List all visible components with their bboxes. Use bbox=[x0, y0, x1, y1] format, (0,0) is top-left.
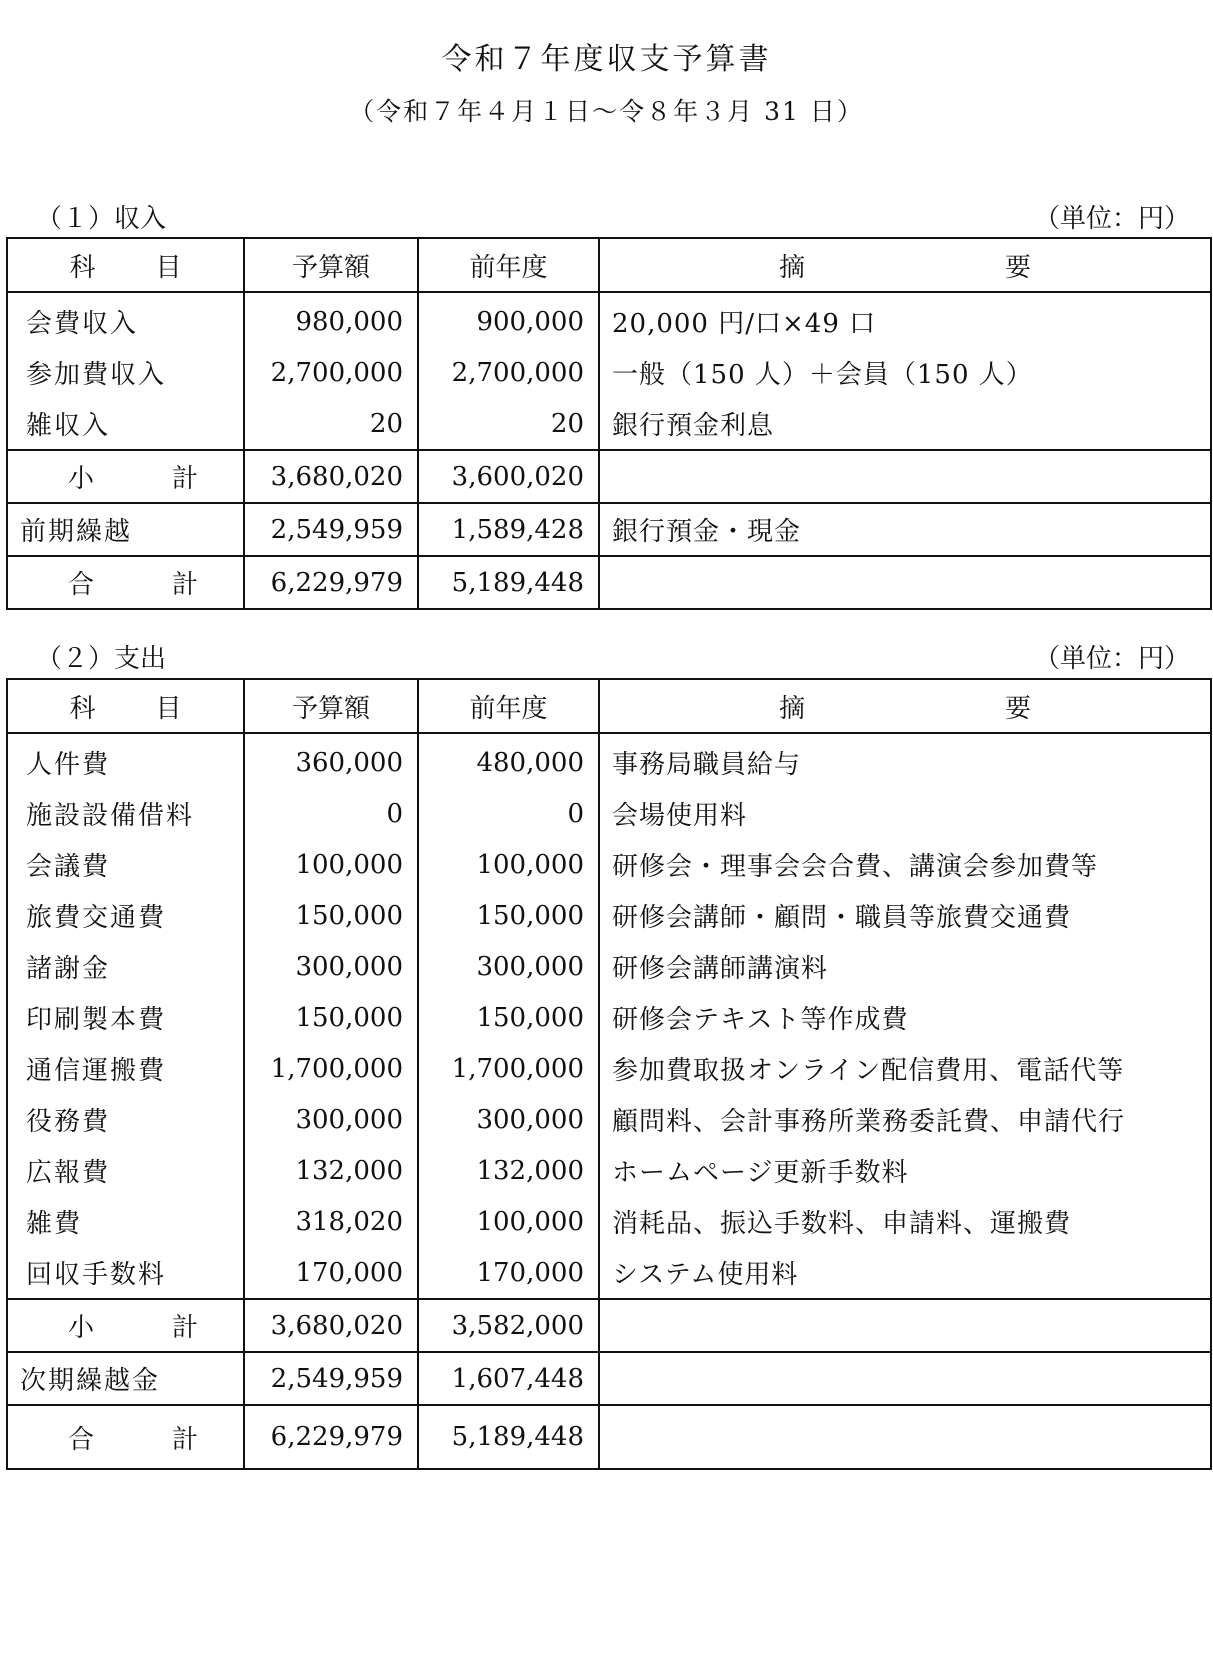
header-prev: 前年度 bbox=[418, 679, 599, 733]
row-note: 20,000 円/口×49 口 bbox=[599, 292, 1211, 347]
row-subject: 広報費 bbox=[7, 1145, 244, 1196]
table-row bbox=[7, 992, 1211, 1043]
table-row bbox=[7, 839, 1211, 890]
row-budget: 318,020 bbox=[244, 1196, 418, 1247]
income-subtotal-row bbox=[7, 450, 1211, 503]
total-budget: 6,229,979 bbox=[244, 556, 418, 609]
expense-subtotal-row bbox=[7, 1299, 1211, 1352]
row-subject: 旅費交通費 bbox=[7, 890, 244, 941]
row-prev: 150,000 bbox=[418, 890, 599, 941]
expense-table bbox=[6, 678, 1212, 1470]
total-budget: 6,229,979 bbox=[244, 1405, 418, 1469]
income-unit-label: （単位：円） bbox=[1033, 204, 1190, 234]
total-prev: 5,189,448 bbox=[418, 1405, 599, 1469]
row-subject: 印刷製本費 bbox=[7, 992, 244, 1043]
row-subject: 参加費収入 bbox=[7, 347, 244, 398]
row-budget: 2,700,000 bbox=[244, 347, 418, 398]
row-subject: 雑収入 bbox=[7, 398, 244, 450]
row-prev: 20 bbox=[418, 398, 599, 450]
total-prev: 5,189,448 bbox=[418, 556, 599, 609]
row-budget: 0 bbox=[244, 788, 418, 839]
row-prev: 300,000 bbox=[418, 1094, 599, 1145]
row-subject: 会費収入 bbox=[7, 292, 244, 347]
header-subject: 科 目 bbox=[7, 679, 244, 733]
carry-prev: 1,607,448 bbox=[418, 1352, 599, 1405]
table-row bbox=[7, 941, 1211, 992]
carry-budget: 2,549,959 bbox=[244, 503, 418, 556]
row-subject: 人件費 bbox=[7, 733, 244, 788]
expense-section-header bbox=[10, 638, 1200, 672]
row-prev: 900,000 bbox=[418, 292, 599, 347]
row-budget: 1,700,000 bbox=[244, 1043, 418, 1094]
row-note: 顧問料、会計事務所業務委託費、申請代行 bbox=[599, 1094, 1211, 1145]
header-description: 摘 要 bbox=[599, 238, 1211, 292]
row-subject: 役務費 bbox=[7, 1094, 244, 1145]
income-section-label: （１）収入 bbox=[36, 204, 167, 234]
total-note bbox=[599, 1405, 1211, 1469]
row-note: 研修会・理事会会合費、講演会参加費等 bbox=[599, 839, 1211, 890]
row-note: 銀行預金利息 bbox=[599, 398, 1211, 450]
row-prev: 2,700,000 bbox=[418, 347, 599, 398]
subtotal-label: 小 計 bbox=[7, 1299, 244, 1352]
row-prev: 1,700,000 bbox=[418, 1043, 599, 1094]
total-note bbox=[599, 556, 1211, 609]
table-row bbox=[7, 1043, 1211, 1094]
table-row bbox=[7, 733, 1211, 788]
row-prev: 170,000 bbox=[418, 1247, 599, 1299]
expense-section-label: （２）支出 bbox=[36, 644, 167, 674]
expense-carry-row bbox=[7, 1352, 1211, 1405]
table-row bbox=[7, 890, 1211, 941]
row-subject: 雑費 bbox=[7, 1196, 244, 1247]
document-title: 令和７年度収支予算書 bbox=[441, 42, 772, 77]
row-note: ホームページ更新手数料 bbox=[599, 1145, 1211, 1196]
row-budget: 300,000 bbox=[244, 1094, 418, 1145]
row-budget: 360,000 bbox=[244, 733, 418, 788]
row-budget: 300,000 bbox=[244, 941, 418, 992]
row-note: システム使用料 bbox=[599, 1247, 1211, 1299]
row-budget: 150,000 bbox=[244, 890, 418, 941]
row-note: 研修会講師講演料 bbox=[599, 941, 1211, 992]
row-subject: 諸謝金 bbox=[7, 941, 244, 992]
subtotal-note bbox=[599, 1299, 1211, 1352]
row-note: 一般（150 人）＋会員（150 人） bbox=[599, 347, 1211, 398]
table-row bbox=[7, 1247, 1211, 1299]
row-subject: 回収手数料 bbox=[7, 1247, 244, 1299]
carry-label: 次期繰越金 bbox=[7, 1352, 244, 1405]
table-row bbox=[7, 1196, 1211, 1247]
income-section-header bbox=[10, 198, 1200, 232]
table-row bbox=[7, 1094, 1211, 1145]
row-prev: 132,000 bbox=[418, 1145, 599, 1196]
carry-budget: 2,549,959 bbox=[244, 1352, 418, 1405]
row-budget: 170,000 bbox=[244, 1247, 418, 1299]
expense-total-row bbox=[7, 1405, 1211, 1469]
row-budget: 150,000 bbox=[244, 992, 418, 1043]
row-budget: 132,000 bbox=[244, 1145, 418, 1196]
subtotal-prev: 3,600,020 bbox=[418, 450, 599, 503]
row-note: 参加費取扱オンライン配信費用、電話代等 bbox=[599, 1043, 1211, 1094]
row-note: 研修会講師・顧問・職員等旅費交通費 bbox=[599, 890, 1211, 941]
carry-prev: 1,589,428 bbox=[418, 503, 599, 556]
carry-label: 前期繰越 bbox=[7, 503, 244, 556]
row-subject: 施設設備借料 bbox=[7, 788, 244, 839]
row-prev: 100,000 bbox=[418, 1196, 599, 1247]
row-budget: 100,000 bbox=[244, 839, 418, 890]
subtotal-label: 小 計 bbox=[7, 450, 244, 503]
row-prev: 100,000 bbox=[418, 839, 599, 890]
row-note: 研修会テキスト等作成費 bbox=[599, 992, 1211, 1043]
row-prev: 300,000 bbox=[418, 941, 599, 992]
row-budget: 20 bbox=[244, 398, 418, 450]
subtotal-note bbox=[599, 450, 1211, 503]
header-prev: 前年度 bbox=[418, 238, 599, 292]
table-row bbox=[7, 292, 1211, 347]
row-prev: 0 bbox=[418, 788, 599, 839]
row-budget: 980,000 bbox=[244, 292, 418, 347]
header-budget: 予算額 bbox=[244, 238, 418, 292]
header-subject: 科 目 bbox=[7, 238, 244, 292]
row-prev: 150,000 bbox=[418, 992, 599, 1043]
row-prev: 480,000 bbox=[418, 733, 599, 788]
row-subject: 通信運搬費 bbox=[7, 1043, 244, 1094]
income-total-row bbox=[7, 556, 1211, 609]
total-label: 合 計 bbox=[7, 1405, 244, 1469]
total-label: 合 計 bbox=[7, 556, 244, 609]
income-carry-row bbox=[7, 503, 1211, 556]
subtotal-prev: 3,582,000 bbox=[418, 1299, 599, 1352]
subtotal-budget: 3,680,020 bbox=[244, 1299, 418, 1352]
expense-unit-label: （単位：円） bbox=[1033, 644, 1190, 674]
expense-header-row bbox=[7, 679, 1211, 733]
table-row bbox=[7, 788, 1211, 839]
income-header-row bbox=[7, 238, 1211, 292]
carry-note: 銀行預金・現金 bbox=[599, 503, 1211, 556]
header-description: 摘 要 bbox=[599, 679, 1211, 733]
row-note: 事務局職員給与 bbox=[599, 733, 1211, 788]
income-table bbox=[6, 237, 1212, 610]
document-period: （令和７年４月１日～令８年３月 31 日） bbox=[349, 97, 864, 126]
table-row bbox=[7, 1145, 1211, 1196]
row-note: 消耗品、振込手数料、申請料、運搬費 bbox=[599, 1196, 1211, 1247]
table-row bbox=[7, 398, 1211, 450]
row-note: 会場使用料 bbox=[599, 788, 1211, 839]
row-subject: 会議費 bbox=[7, 839, 244, 890]
carry-note bbox=[599, 1352, 1211, 1405]
subtotal-budget: 3,680,020 bbox=[244, 450, 418, 503]
table-row bbox=[7, 347, 1211, 398]
header-budget: 予算額 bbox=[244, 679, 418, 733]
